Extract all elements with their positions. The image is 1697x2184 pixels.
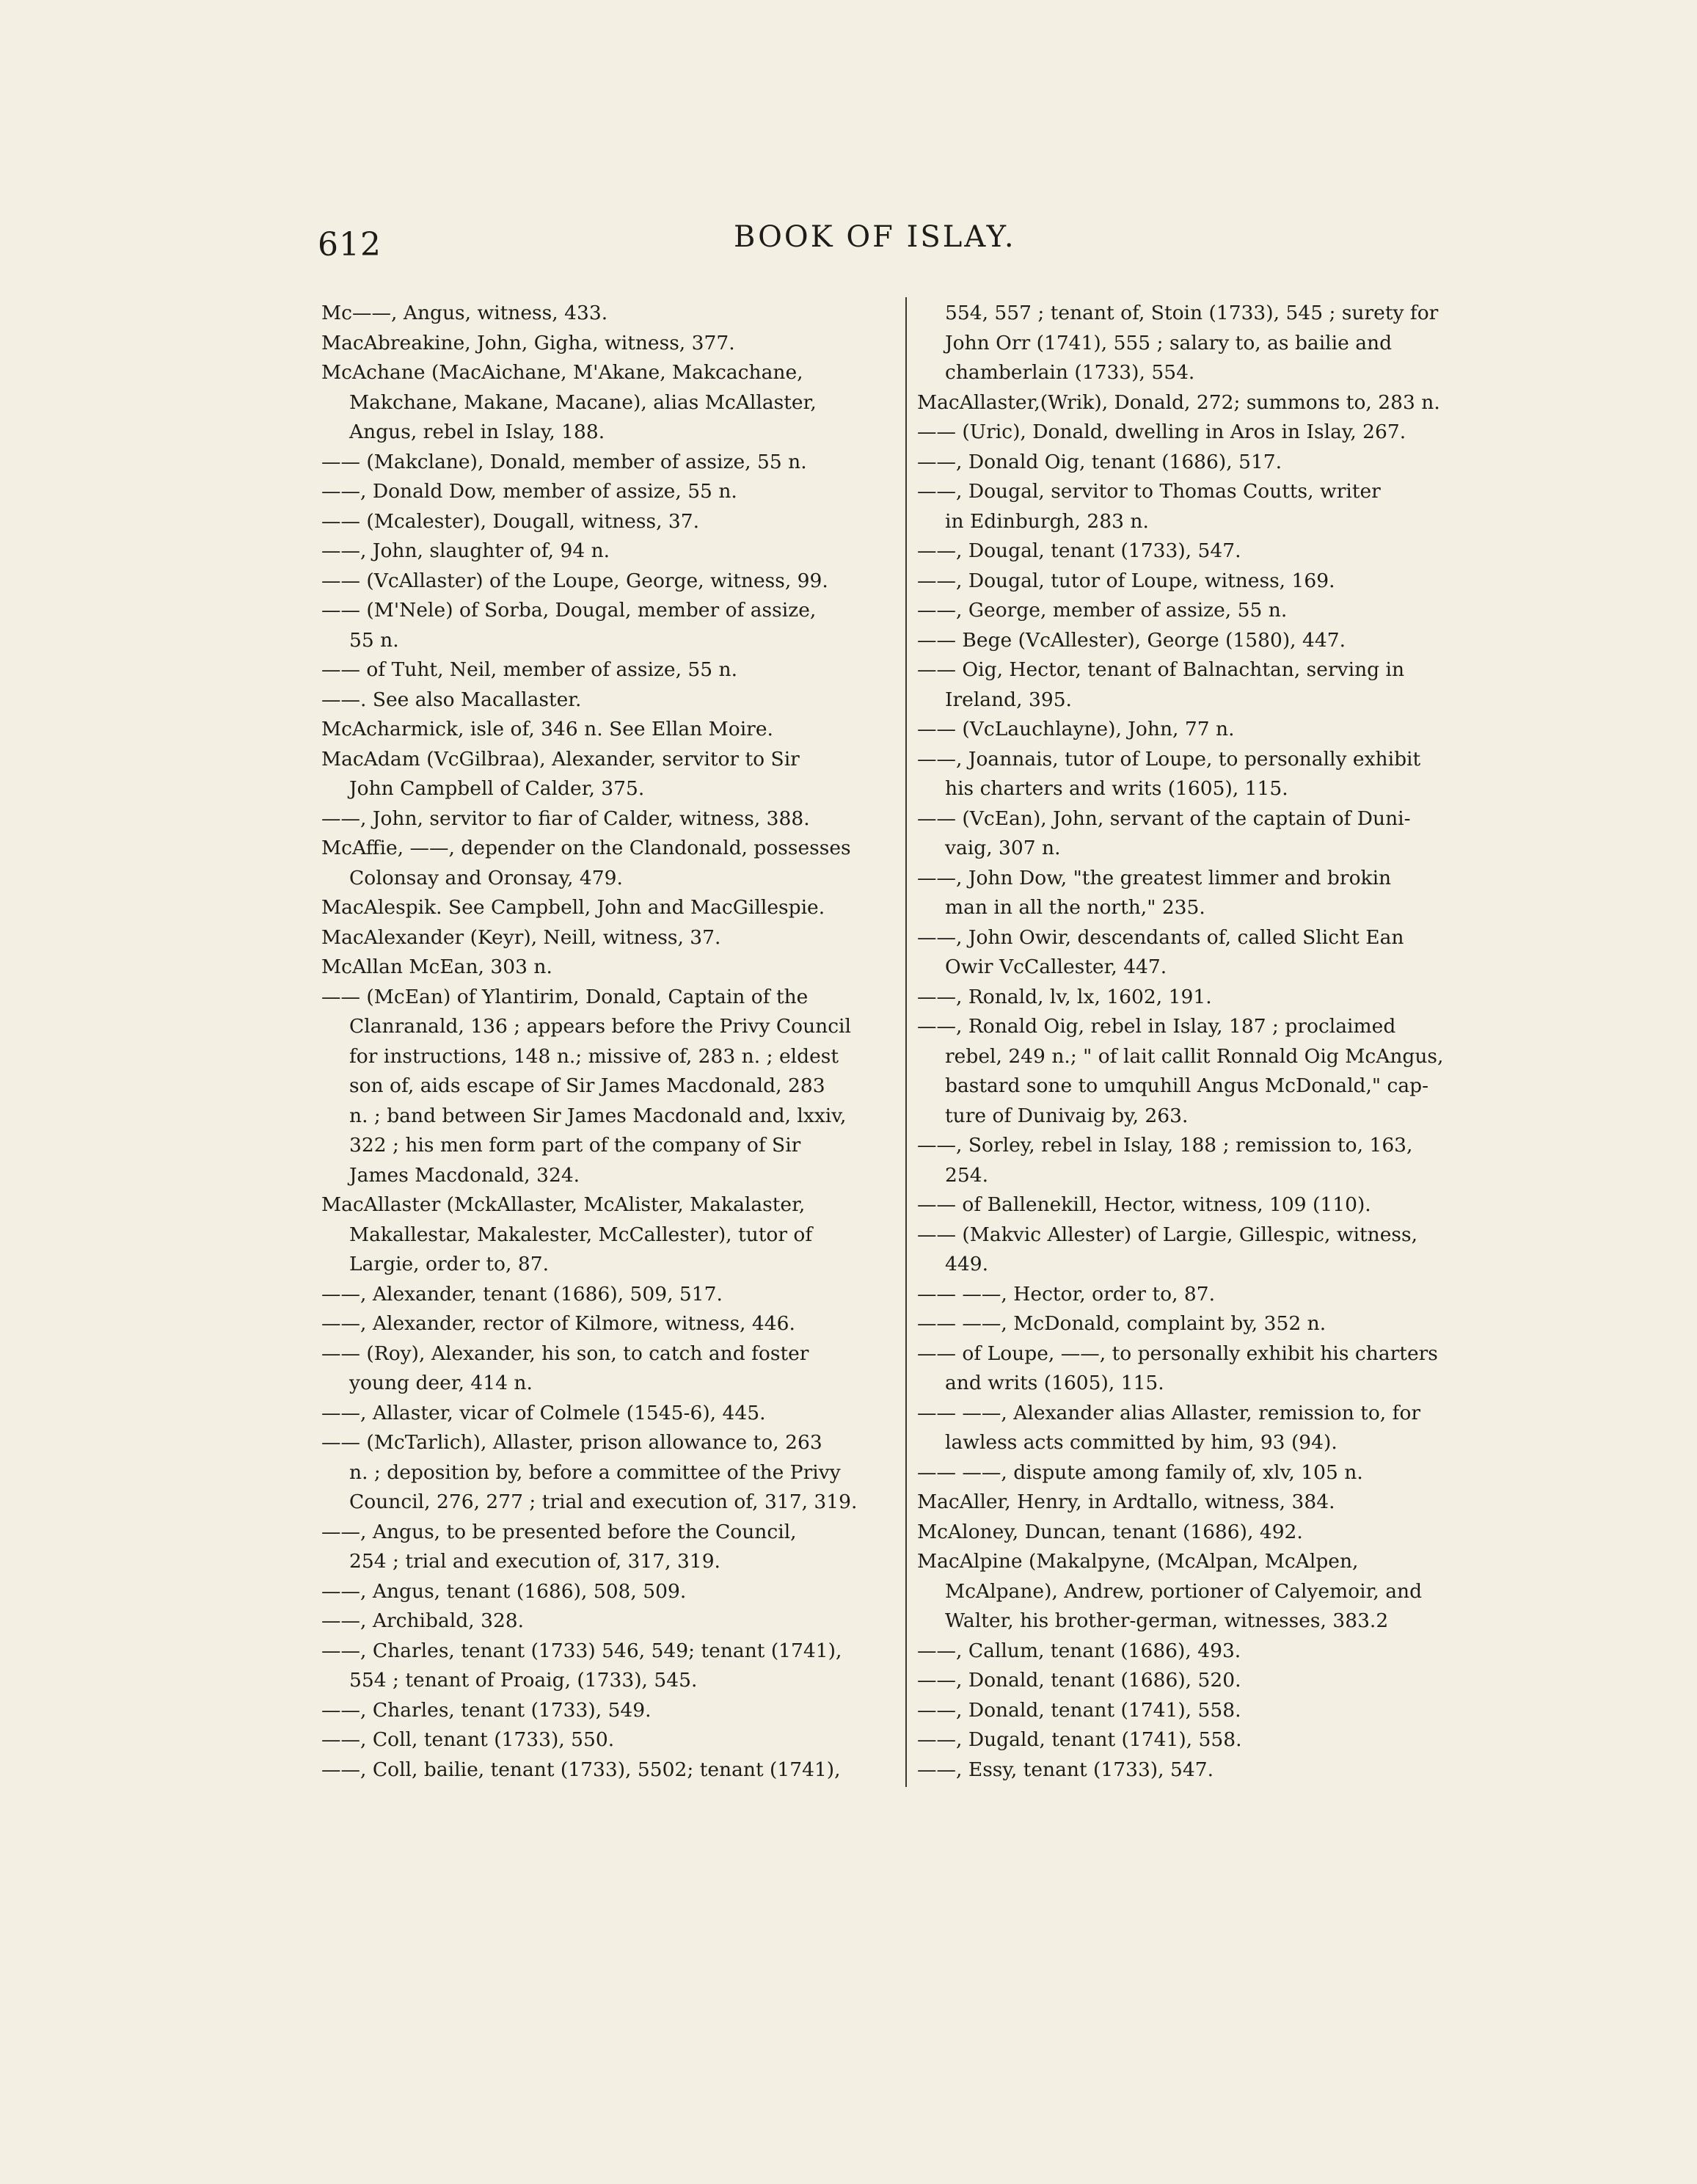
index-entry-line: MacAbreakine, John, Gigha, witness, 377. — [321, 331, 735, 354]
index-entry-line: John Campbell of Calder, 375. — [349, 777, 645, 800]
index-entry-line: Walter, his brother-german, witnesses, 383.2 — [945, 1609, 1389, 1632]
index-entry-line: 55 n. — [349, 628, 399, 652]
index-column-left — [321, 299, 888, 1785]
index-entry-line: —— ——, dispute among family of, xlv, 105 n. — [917, 1460, 1363, 1484]
page-header — [0, 220, 1697, 279]
index-entry-line: ——, Dugald, tenant (1741), 558. — [917, 1728, 1242, 1751]
index-entry-line: bastard sone to umquhill Angus McDonald," cap- — [945, 1074, 1429, 1097]
index-entry-line: Largie, order to, 87. — [349, 1253, 549, 1275]
index-entry-line: ——, Donald, tenant (1686), 520. — [917, 1669, 1241, 1692]
index-entry-line: ——, Ronald, lv, lx, 1602, 191. — [917, 985, 1212, 1008]
index-entry-line: ——, Sorley, rebel in Islay, 188 ; remission to, 163, — [917, 1134, 1413, 1157]
index-entry-line: —— (Uric), Donald, dwelling in Aros in Islay, 267. — [917, 421, 1406, 443]
index-entry-line: —— (VcEan), John, servant of the captain of Duni- — [917, 807, 1411, 830]
index-entry-line: ——, Archibald, 328. — [321, 1609, 525, 1632]
index-entry-line: MacAlpine (Makalpyne, (McAlpan, McAlpen, — [917, 1550, 1359, 1573]
index-entry-line: McAllan McEan, 303 n. — [321, 956, 552, 978]
index-entry-line: ——, Callum, tenant (1686), 493. — [917, 1639, 1241, 1662]
index-entry-line: McAchane (MacAichane, M'Akane, Makcachane, — [321, 361, 803, 384]
index-entry-line: ——, Dougal, servitor to Thomas Coutts, writer — [917, 480, 1381, 503]
index-entry-line: ——. See also Macallaster. — [321, 688, 582, 711]
index-entry-line: —— of Tuht, Neil, member of assize, 55 n. — [321, 658, 738, 681]
index-entry-line: ——, Coll, bailie, tenant (1733), 5502; tenant (1741), — [321, 1758, 841, 1781]
index-entry-line: —— ——, Hector, order to, 87. — [917, 1282, 1216, 1306]
index-entry-line: Council, 276, 277 ; trial and execution of, 317, 319. — [349, 1490, 858, 1513]
index-entry-line: ——, Donald, tenant (1741), 558. — [917, 1698, 1241, 1722]
index-column-right — [917, 299, 1445, 1785]
index-entry-line: —— (Makvic Allester) of Largie, Gillespic, witness, — [917, 1223, 1417, 1246]
index-entry-line: —— (Makclane), Donald, member of assize, 55 n. — [321, 450, 807, 473]
index-entry-line: son of, aids escape of Sir James Macdonald, 283 — [349, 1074, 825, 1097]
index-entry-line: n. ; deposition by, before a committee of the Privy — [349, 1460, 841, 1484]
index-entry-line: ——, Angus, to be presented before the Council, — [321, 1520, 797, 1543]
index-entry-line: ——, Charles, tenant (1733) 546, 549; tenant (1741), — [321, 1639, 842, 1662]
index-entry-line: McAloney, Duncan, tenant (1686), 492. — [917, 1520, 1303, 1543]
index-entry-line: McAffie, ——, depender on the Clandonald, possesses — [321, 837, 851, 859]
index-entry-line: ——, Charles, tenant (1733), 549. — [321, 1698, 652, 1722]
index-entry-line: Owir VcCallester, 447. — [945, 956, 1167, 978]
index-entry-line: 322 ; his men form part of the company of Sir — [349, 1134, 801, 1157]
index-entry-line: —— (McEan) of Ylantirim, Donald, Captain of the — [321, 985, 809, 1008]
index-entry-line: —— Bege (VcAllester), George (1580), 447. — [917, 628, 1346, 652]
index-entry-line: Clanranald, 136 ; appears before the Privy Council — [349, 1015, 851, 1038]
index-entry-line: McAlpane), Andrew, portioner of Calyemoir, and — [945, 1579, 1423, 1603]
index-entry-line: Angus, rebel in Islay, 188. — [349, 421, 605, 443]
index-entry-line: MacAllaster (MckAllaster, McAlister, Makalaster, — [321, 1193, 806, 1216]
index-entry-line: Makchane, Makane, Macane), alias McAllaster, — [349, 390, 817, 414]
index-entry-line: 254. — [945, 1163, 989, 1187]
index-entry-line: MacAllaster,(Wrik), Donald, 272; summons to, 283 n. — [917, 390, 1440, 414]
index-entry-line: ——, Alexander, rector of Kilmore, witness, 446. — [321, 1312, 795, 1335]
index-entry-line: —— (McTarlich), Allaster, prison allowance to, 263 — [321, 1431, 822, 1454]
index-entry-line: MacAller, Henry, in Ardtallo, witness, 384. — [917, 1490, 1335, 1513]
index-entry-line: —— (M'Nele) of Sorba, Dougal, member of assize, — [321, 599, 817, 622]
index-entry-line: ——, Donald Dow, member of assize, 55 n. — [321, 480, 737, 503]
index-entry-line: John Orr (1741), 555 ; salary to, as bailie and — [945, 331, 1393, 354]
index-entry-line: MacAlespik. See Campbell, John and MacGillespie. — [321, 896, 825, 919]
index-entry-line: ture of Dunivaig by, 263. — [945, 1104, 1189, 1127]
index-entry-line: ——, Donald Oig, tenant (1686), 517. — [917, 450, 1282, 473]
index-entry-line: chamberlain (1733), 554. — [945, 361, 1195, 384]
index-entry-line: ——, John, servitor to fiar of Calder, witness, 388. — [321, 807, 810, 830]
index-entry-line: —— of Loupe, ——, to personally exhibit his charters — [917, 1342, 1438, 1365]
index-entry-line: ——, Dougal, tutor of Loupe, witness, 169. — [917, 569, 1335, 592]
index-entry-line: ——, John Dow, "the greatest limmer and brokin — [917, 866, 1392, 889]
page-number: 612 — [318, 226, 382, 263]
running-title: BOOK OF ISLAY. — [734, 220, 1016, 254]
index-entry-line: ——, Essy, tenant (1733), 547. — [917, 1758, 1214, 1781]
index-entry-line: and writs (1605), 115. — [945, 1372, 1164, 1394]
index-entry-line: vaig, 307 n. — [945, 837, 1061, 859]
index-entry-line: for instructions, 148 n.; missive of, 283 n. ; eldest — [349, 1044, 839, 1068]
index-entry-line: ——, Joannais, tutor of Loupe, to personally exhibit — [917, 747, 1421, 771]
index-entry-line: rebel, 249 n.; " of lait callit Ronnald Oig McAngus, — [945, 1044, 1444, 1068]
index-entry-line: ——, Ronald Oig, rebel in Islay, 187 ; proclaimed — [917, 1015, 1396, 1038]
index-entry-line: 449. — [945, 1253, 989, 1275]
index-entry-line: ——, Dougal, tenant (1733), 547. — [917, 539, 1241, 562]
index-entry-line: his charters and writs (1605), 115. — [945, 777, 1288, 800]
index-entry-line: —— ——, Alexander alias Allaster, remission to, for — [917, 1401, 1421, 1424]
index-entry-line: —— (VcAllaster) of the Loupe, George, witness, 99. — [321, 569, 828, 592]
index-entry-line: ——, George, member of assize, 55 n. — [917, 599, 1288, 622]
index-entry-line: ——, Coll, tenant (1733), 550. — [321, 1728, 615, 1751]
index-entry-line: ——, Allaster, vicar of Colmele (1545-6), 445. — [321, 1401, 766, 1424]
index-entry-line: 254 ; trial and execution of, 317, 319. — [349, 1550, 720, 1573]
index-entry-line: —— (VcLauchlayne), John, 77 n. — [917, 718, 1235, 740]
index-entry-line: MacAdam (VcGilbraa), Alexander, servitor to Sir — [321, 747, 800, 771]
index-entry-line: —— ——, McDonald, complaint by, 352 n. — [917, 1312, 1326, 1335]
index-entry-line: in Edinburgh, 283 n. — [945, 509, 1149, 533]
index-entry-line: James Macdonald, 324. — [349, 1163, 580, 1187]
index-entry-line: ——, John, slaughter of, 94 n. — [321, 539, 610, 562]
index-entry-line: Mc——, Angus, witness, 433. — [321, 302, 608, 324]
index-entry-line: —— of Ballenekill, Hector, witness, 109 (110). — [917, 1193, 1371, 1216]
index-entry-line: man in all the north," 235. — [945, 896, 1205, 919]
index-entry-line: ——, John Owir, descendants of, called Slicht Ean — [917, 925, 1404, 949]
column-divider — [905, 297, 907, 1787]
index-entry-line: lawless acts committed by him, 93 (94). — [945, 1431, 1337, 1454]
index-entry-line: ——, Alexander, tenant (1686), 509, 517. — [321, 1282, 723, 1306]
index-entry-line: McAcharmick, isle of, 346 n. See Ellan Moire. — [321, 718, 773, 740]
index-entry-line: Makallestar, Makalester, McCallester), tutor of — [349, 1223, 813, 1246]
index-entry-line: MacAlexander (Keyr), Neill, witness, 37. — [321, 925, 721, 949]
index-entry-line: Ireland, 395. — [945, 688, 1072, 711]
index-entry-line: ——, Angus, tenant (1686), 508, 509. — [321, 1579, 687, 1603]
index-entry-line: 554 ; tenant of Proaig, (1733), 545. — [349, 1669, 698, 1692]
index-entry-line: —— (Roy), Alexander, his son, to catch and foster — [321, 1342, 809, 1365]
index-entry-line: n. ; band between Sir James Macdonald and, lxxiv, — [349, 1104, 847, 1127]
index-entry-line: young deer, 414 n. — [349, 1372, 533, 1394]
index-entry-line: —— Oig, Hector, tenant of Balnachtan, serving in — [917, 658, 1405, 681]
index-entry-line: Colonsay and Oronsay, 479. — [349, 866, 623, 889]
index-entry-line: 554, 557 ; tenant of, Stoin (1733), 545 ; surety for — [945, 302, 1439, 324]
index-entry-line: —— (Mcalester), Dougall, witness, 37. — [321, 509, 700, 533]
